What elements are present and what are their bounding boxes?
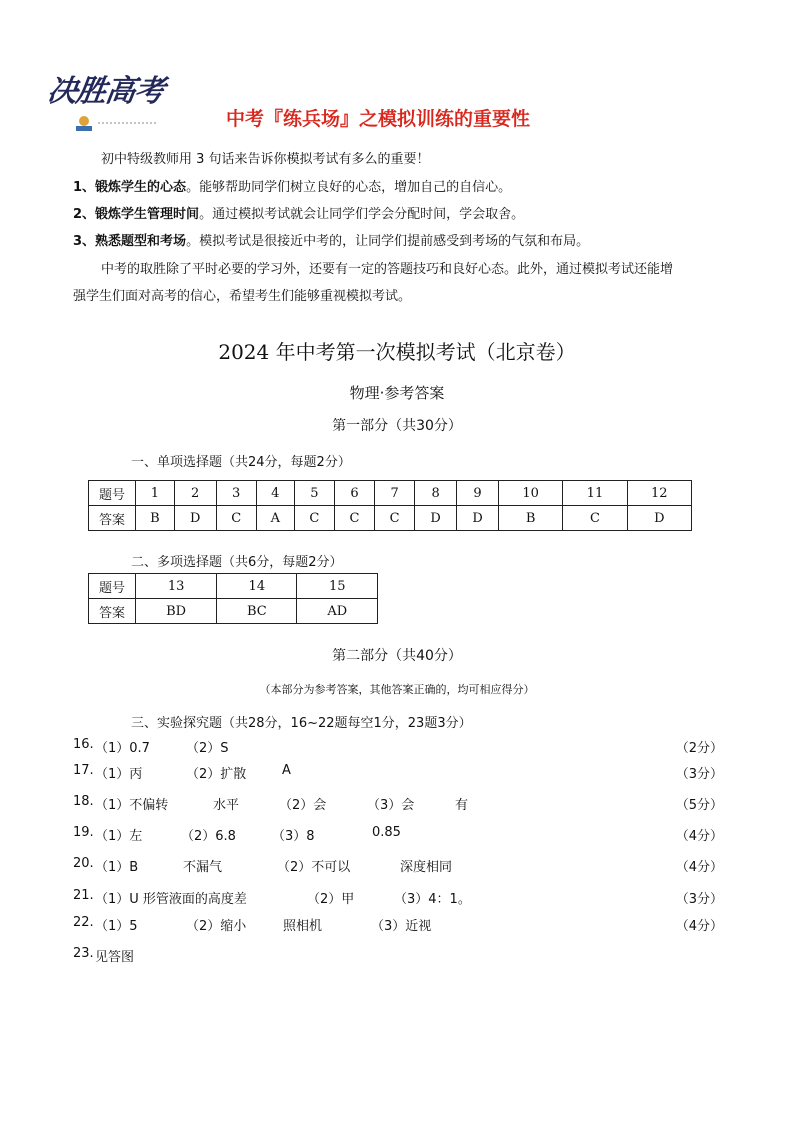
answer-part: （1）5 bbox=[95, 919, 138, 934]
part2-heading: 第二部分（共40分） bbox=[332, 648, 462, 664]
table-cell: 15 bbox=[297, 574, 378, 599]
answer-line-23 bbox=[73, 946, 723, 968]
answer-num: 18. bbox=[73, 794, 94, 809]
multi-choice-table bbox=[88, 573, 378, 624]
answer-part: （2）6.8 bbox=[181, 829, 236, 844]
intro-point-3 bbox=[73, 233, 733, 251]
answer-part: A bbox=[282, 763, 291, 778]
section2-heading: 二、多项选择题（共6分，每题2分） bbox=[131, 555, 343, 570]
point-text: 。能够帮助同学们树立良好的心态，增加自己的自信心。 bbox=[186, 180, 512, 195]
answer-num: 21. bbox=[73, 888, 94, 903]
section1-heading: 一、单项选择题（共24分，每题2分） bbox=[131, 455, 351, 470]
table-cell: D bbox=[415, 506, 457, 531]
table-cell: B bbox=[136, 506, 175, 531]
answer-num: 22. bbox=[73, 915, 94, 930]
table-cell: C bbox=[216, 506, 256, 531]
table-cell: C bbox=[294, 506, 334, 531]
row-label: 答案 bbox=[89, 506, 136, 531]
point-num: 2、 bbox=[73, 207, 96, 222]
answer-part: （1）不偏转 bbox=[95, 798, 169, 813]
answer-part: 见答图 bbox=[95, 950, 135, 965]
intro-lead: 初中特级教师用 3 句话来告诉你模拟考试有多么的重要！ bbox=[101, 152, 430, 167]
answer-part: （2）缩小 bbox=[186, 919, 247, 934]
row-label: 题号 bbox=[89, 481, 136, 506]
table-row bbox=[89, 574, 378, 599]
answer-part: 照相机 bbox=[283, 919, 323, 934]
answer-line-18 bbox=[73, 794, 723, 816]
answer-part: 有 bbox=[455, 798, 469, 813]
answer-part: （2）会 bbox=[279, 798, 327, 813]
answer-part: （1）丙 bbox=[95, 767, 143, 782]
table-cell: D bbox=[457, 506, 499, 531]
table-cell: B bbox=[499, 506, 563, 531]
table-cell: C bbox=[375, 506, 415, 531]
exam-title: 2024 年中考第一次模拟考试（北京卷） bbox=[218, 340, 576, 364]
answer-score: （4分） bbox=[675, 829, 723, 844]
answer-part: （3）8 bbox=[272, 829, 315, 844]
table-cell: 5 bbox=[294, 481, 334, 506]
answer-part: （2）甲 bbox=[307, 892, 355, 907]
logo-text: 决胜高考 bbox=[45, 74, 166, 109]
answer-score: （3分） bbox=[675, 892, 723, 907]
point-num: 3、 bbox=[73, 234, 96, 249]
answer-line-17 bbox=[73, 763, 723, 785]
single-choice-table bbox=[88, 480, 692, 531]
table-cell: 9 bbox=[457, 481, 499, 506]
answer-line-22 bbox=[73, 915, 723, 937]
answer-num: 20. bbox=[73, 856, 94, 871]
table-cell: D bbox=[174, 506, 216, 531]
part2-note: （本部分为参考答案，其他答案正确的，均可相应得分） bbox=[259, 683, 535, 696]
answer-part: （1）0.7 bbox=[95, 741, 150, 756]
answer-line-16 bbox=[73, 737, 723, 759]
answer-score: （5分） bbox=[675, 798, 723, 813]
answer-line-21 bbox=[73, 888, 723, 910]
answer-num: 16. bbox=[73, 737, 94, 752]
section3-heading: 三、实验探究题（共28分，16~22题每空1分，23题3分） bbox=[131, 716, 472, 731]
table-cell: BD bbox=[136, 599, 217, 624]
table-cell: 1 bbox=[136, 481, 175, 506]
table-cell: 3 bbox=[216, 481, 256, 506]
table-cell: BC bbox=[217, 599, 297, 624]
answer-part: 0.85 bbox=[372, 825, 401, 840]
answer-part: （3）4：1。 bbox=[394, 892, 471, 907]
page-headline: 中考『练兵场』之模拟训练的重要性 bbox=[226, 108, 531, 130]
intro-closing-1: 中考的取胜除了平时必要的学习外，还要有一定的答题技巧和良好心态。此外，通过模拟考试还能增 bbox=[101, 262, 674, 277]
answer-score: （4分） bbox=[675, 919, 723, 934]
table-cell: 13 bbox=[136, 574, 217, 599]
answer-part: （1）左 bbox=[95, 829, 143, 844]
answer-num: 17. bbox=[73, 763, 94, 778]
answer-part: （2）不可以 bbox=[277, 860, 351, 875]
intro-point-2 bbox=[73, 206, 733, 224]
answer-line-19 bbox=[73, 825, 723, 847]
table-cell: 11 bbox=[563, 481, 627, 506]
answer-score: （2分） bbox=[675, 741, 723, 756]
answer-part: 深度相同 bbox=[400, 860, 453, 875]
point-bold: 熟悉题型和考场 bbox=[95, 234, 187, 249]
answer-part: （1）B bbox=[95, 860, 139, 875]
table-cell: C bbox=[563, 506, 627, 531]
table-cell: 2 bbox=[174, 481, 216, 506]
table-cell: 10 bbox=[499, 481, 563, 506]
point-text: 。通过模拟考试就会让同学们学会分配时间，学会取舍。 bbox=[199, 207, 525, 222]
answer-part: 不漏气 bbox=[183, 860, 223, 875]
table-cell: A bbox=[256, 506, 294, 531]
answer-score: （3分） bbox=[675, 767, 723, 782]
answer-line-20 bbox=[73, 856, 723, 878]
point-num: 1、 bbox=[73, 180, 96, 195]
answer-score: （4分） bbox=[675, 860, 723, 875]
point-bold: 锻炼学生的心态 bbox=[95, 180, 187, 195]
table-row bbox=[89, 506, 692, 531]
table-row bbox=[89, 481, 692, 506]
table-cell: 6 bbox=[334, 481, 374, 506]
answer-part: （2）S bbox=[186, 741, 229, 756]
table-cell: 14 bbox=[217, 574, 297, 599]
table-cell: 8 bbox=[415, 481, 457, 506]
answer-part: （3）会 bbox=[367, 798, 415, 813]
row-label: 答案 bbox=[89, 599, 136, 624]
point-text: 。模拟考试是很接近中考的，让同学们提前感受到考场的气氛和布局。 bbox=[186, 234, 590, 249]
answer-num: 19. bbox=[73, 825, 94, 840]
answer-part: （1）U 形管液面的高度差 bbox=[95, 892, 247, 907]
row-label: 题号 bbox=[89, 574, 136, 599]
point-bold: 锻炼学生管理时间 bbox=[95, 207, 200, 222]
table-cell: C bbox=[334, 506, 374, 531]
table-cell: 4 bbox=[256, 481, 294, 506]
table-cell: AD bbox=[297, 599, 378, 624]
brand-logo bbox=[44, 62, 174, 137]
exam-subtitle: 物理·参考答案 bbox=[349, 384, 445, 402]
table-row bbox=[89, 599, 378, 624]
table-cell: D bbox=[627, 506, 691, 531]
intro-closing-2: 强学生们面对高考的信心，希望考生们能够重视模拟考试。 bbox=[73, 289, 412, 304]
intro-point-1 bbox=[73, 179, 733, 197]
table-cell: 7 bbox=[375, 481, 415, 506]
answer-num: 23. bbox=[73, 946, 94, 961]
answer-part: （2）扩散 bbox=[186, 767, 247, 782]
logo-emblem-icon bbox=[58, 112, 168, 134]
part1-heading: 第一部分（共30分） bbox=[332, 418, 462, 434]
answer-part: 水平 bbox=[213, 798, 240, 813]
answer-part: （3）近视 bbox=[371, 919, 432, 934]
table-cell: 12 bbox=[627, 481, 691, 506]
